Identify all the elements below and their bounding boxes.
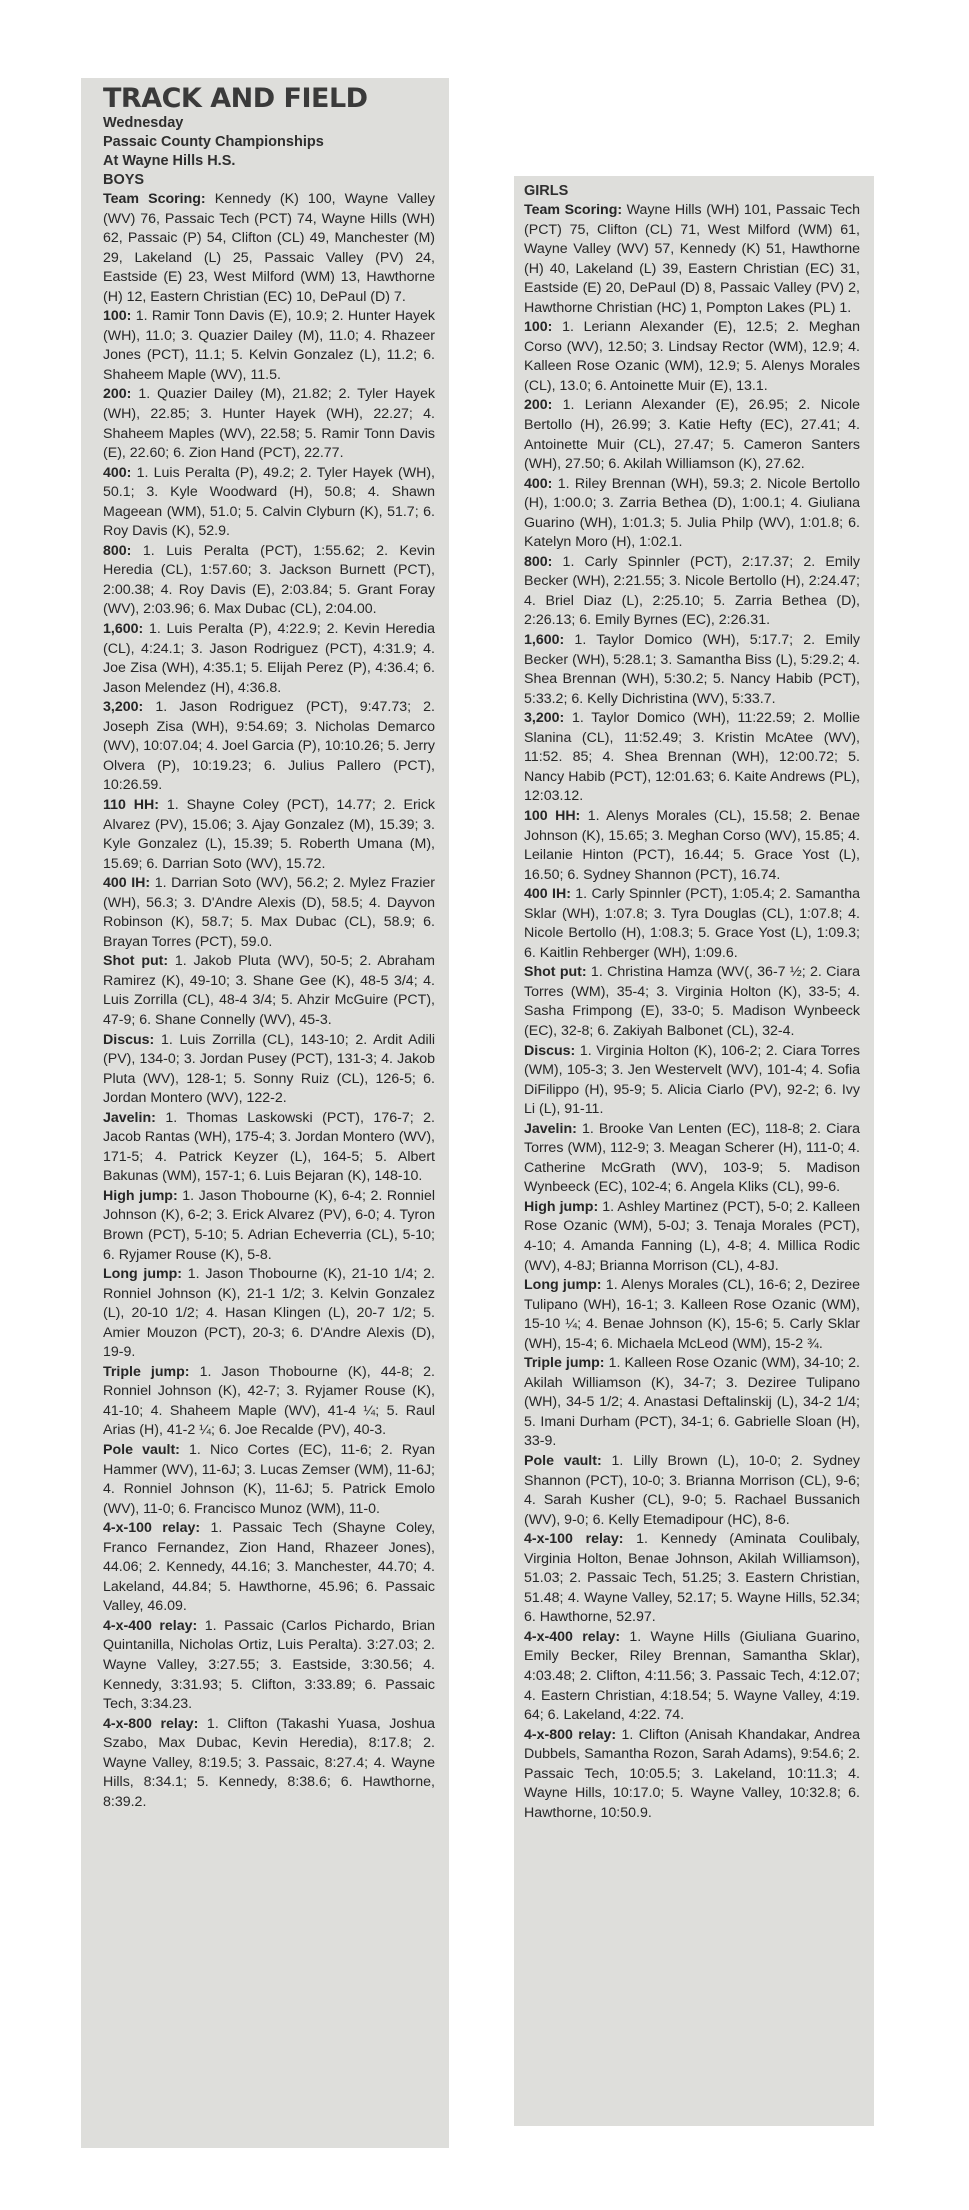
result-entry xyxy=(103,190,435,307)
result-entry xyxy=(103,542,435,620)
event-results: 1. Alenys Morales (CL), 15.58; 2. Benae Johnson (K), 15.65; 3. Meghan Corso (WV), 15.85; 4. Leilanie Hinton (PCT), 16.44; 5. Grace Yost (L), 16.50; 6. Sydney Shannon (PCT), 16.74. xyxy=(524,807,860,883)
girls-results-list xyxy=(524,201,860,1823)
result-entry xyxy=(524,1276,860,1354)
event-name: 4-x-400 relay: xyxy=(103,1617,198,1634)
event-name: 400 IH: xyxy=(524,886,571,903)
result-entry xyxy=(103,1363,435,1441)
event-results: 1. Clifton (Takashi Yuasa, Joshua Szabo, Max Dubac, Kevin Heredia), 8:17.8; 2. Wayne Valley, 8:19.5; 3. Passaic, 8:27.4; 4. Wayne Hills, 8:34.1; 5. Kennedy, 8:38.6; 6. Hawthorne, 8:39.2. xyxy=(103,1715,435,1810)
event-results: 1. Luis Peralta (P), 49.2; 2. Tyler Hayek (WH), 50.1; 3. Kyle Woodward (H), 50.8; 4. Shawn Mageean (WM), 51.0; 5. Calvin Clyburn (K), 51.7; 6. Roy Davis (K), 52.9. xyxy=(103,464,435,540)
event-name: 4-x-400 relay: xyxy=(524,1628,621,1645)
result-entry xyxy=(103,952,435,1030)
event-name: 1,600: xyxy=(103,621,144,638)
event-results: 1. Passaic Tech (Shayne Coley, Franco Fernandez, Zion Hand, Rhazeer Jones), 44.06; 2. Kennedy, 44.16; 3. Manchester, 44.70; 4. Lakeland, 44.84; 5. Hawthorne, 45.96; 6. Passaic Valley, 46.09. xyxy=(103,1520,436,1615)
result-entry xyxy=(524,1354,860,1452)
event-name: High jump: xyxy=(524,1198,599,1215)
meet-day: Wednesday xyxy=(103,115,184,131)
result-entry xyxy=(524,396,860,474)
event-name: 200: xyxy=(524,397,553,414)
event-name: 400: xyxy=(524,475,553,492)
boys-label: BOYS xyxy=(103,172,145,188)
result-entry xyxy=(524,885,860,963)
event-results: 1. Darrian Soto (WV), 56.2; 2. Mylez Frazier (WH), 56.3; 3. D'Andre Alexis (D), 58.5; 4. Dayvon Robinson (K), 58.7; 5. Max Dubac (CL), 58.9; 6. Brayan Torres (PCT), 59.0. xyxy=(103,875,435,950)
event-results: 1. Clifton (Anisah Khandakar, Andrea Dubbels, Samantha Rozon, Sarah Adams), 9:54.6; 2. Passaic Tech, 10:05.5; 3. Lakeland, 10:11.3; 4. Wayne Hills, 10:17.0; 5. Wayne Valley, 10:32.8; 6. Hawthorne, 10:50.9. xyxy=(524,1726,861,1821)
event-name: Triple jump: xyxy=(524,1355,605,1372)
meet-venue: At Wayne Hills H.S. xyxy=(103,153,236,169)
event-name: 4-x-100 relay: xyxy=(524,1531,624,1548)
event-results: 1. Passaic (Carlos Pichardo, Brian Quintanilla, Nicholas Ortiz, Luis Peralta). 3:27.03; 2. Wayne Valley, 3:27.55; 3. Eastside, 3:30.56; 4. Kennedy, 3:31.93; 5. Clifton, 3:33.89; 6. Passaic Tech, 3:34.23. xyxy=(103,1617,436,1713)
result-entry xyxy=(524,553,860,631)
event-results: 1. Jason Thobourne (K), 21-10 1/4; 2. Ronniel Johnson (K), 21-1 1/2; 3. Kelvin Gonzalez (L), 20-10 1/2; 4. Hasan Klingen (L), 20-7 1/2; 5. Amier Mouzon (PCT), 20-3; 6. D'Andre Alexis (D), 19-9. xyxy=(103,1266,435,1361)
event-name: Team Scoring: xyxy=(103,191,206,207)
event-results: 1. Leriann Alexander (E), 26.95; 2. Nicole Bertollo (H), 26.99; 3. Katie Hefty (EC), 27.41; 4. Antoinette Muir (CL), 27.47; 5. Cameron Santers (WH), 27.50; 6. Akilah Williamson (K), 27.62. xyxy=(524,397,860,473)
headline: TRACK AND FIELD xyxy=(103,83,368,114)
event-results: 1. Luis Zorrilla (CL), 143-10; 2. Ardit Adili (PV), 134-0; 3. Jordan Pusey (PCT), 131-3; 4. Jakob Pluta (WV), 128-1; 5. Sonny Ruiz (CL), 126-5; 6. Jordan Montero (WV), 122-2. xyxy=(103,1031,435,1107)
result-entry xyxy=(103,307,435,385)
event-name: Discus: xyxy=(103,1031,155,1048)
event-name: 4-x-800 relay: xyxy=(524,1726,617,1743)
event-results: 1. Shayne Coley (PCT), 14.77; 2. Erick Alvarez (PV), 15.06; 3. Ajay Gonzalez (M), 15.39; 3. Kyle Gonzalez (L), 15.39; 5. Roberth Umana (M), 15.69; 6. Darrian Soto (WV), 15.72. xyxy=(103,796,436,872)
event-name: Triple jump: xyxy=(103,1363,190,1380)
result-entry xyxy=(103,1617,435,1715)
result-entry xyxy=(524,709,860,807)
event-name: Pole vault: xyxy=(103,1442,180,1458)
event-results: 1. Luis Peralta (P), 4:22.9; 2. Kevin Heredia (CL), 4:24.1; 3. Jason Rodriguez (PCT), 4:31.9; 4. Joe Zisa (WH), 4:35.1; 5. Elijah Perez (P), 4:36.4; 6. Jason Melendez (H), 4:36.8. xyxy=(103,621,435,696)
event-name: 3,200: xyxy=(103,699,144,716)
event-results: 1. Leriann Alexander (E), 12.5; 2. Meghan Corso (WV), 12.50; 3. Lindsay Rector (WM), 12.9; 4. Kalleen Rose Ozanic (WM), 12.9; 5. Alenys Morales (CL), 13.0; 6. Antoinette Muir (E), 13.1. xyxy=(524,319,860,394)
result-entry xyxy=(103,620,435,698)
result-entry xyxy=(103,1187,435,1265)
event-name: Long jump: xyxy=(103,1266,183,1283)
event-results: 1. Taylor Domico (WH), 5:17.7; 2. Emily Becker (WH), 5:28.1; 3. Samantha Biss (L), 5:29.2; 4. Shea Brennan (WH), 5:30.2; 5. Nancy Habib (PCT), 5:33.2; 6. Kelly Dichristina (WV), 5:33.7. xyxy=(524,632,860,707)
event-results: 1. Christina Hamza (WV(, 36-7 ½; 2. Ciara Torres (WM), 35-4; 3. Virginia Holton (K), 33-5; 4. Sasha Frimpong (E), 33-0; 5. Madison Wynbeeck (EC), 32-8; 6. Zakiyah Balbonet (CL), 32-4. xyxy=(524,964,861,1039)
event-results: 1. Jason Thobourne (K), 6-4; 2. Ronniel Johnson (K), 6-2; 3. Erick Alvarez (PV), 6-0; 4. Tyron Brown (PCT), 5-10; 5. Adrian Echeverria (CL), 5-10; 6. Ryjamer Rouse (K), 5-8. xyxy=(103,1187,435,1263)
event-results: 1. Quazier Dailey (M), 21.82; 2. Tyler Hayek (WH), 22.85; 3. Hunter Hayek (WH), 22.27; 4. Shaheem Maples (WV), 22.58; 5. Ramir Tonn Davis (E), 22.60; 6. Zion Hand (PCT), 22.77. xyxy=(103,386,435,462)
event-name: Javelin: xyxy=(103,1109,156,1126)
event-name: 800: xyxy=(524,553,553,570)
event-name: 100: xyxy=(524,319,553,336)
event-results: 1. Jason Rodriguez (PCT), 9:47.73; 2. Joseph Zisa (WH), 9:54.69; 3. Nicholas Demarco (WV), 10:07.04; 4. Joel Garcia (P), 10:10.26; 5. Jerry Olvera (P), 10:19.23; 6. Julius Pallero (PCT), 10:26.59. xyxy=(103,699,435,794)
event-name: Shot put: xyxy=(524,964,587,981)
result-entry xyxy=(103,874,435,952)
result-entry xyxy=(103,1265,435,1363)
result-entry xyxy=(103,1031,435,1109)
event-results: 1. Jakob Pluta (WV), 50-5; 2. Abraham Ramirez (K), 49-10; 3. Shane Gee (K), 48-5 3/4; 4. Luis Zorrilla (CL), 48-4 3/4; 5. Ahzir McGuire (PCT), 47-9; 6. Shane Connelly (WV), 45-3. xyxy=(103,953,435,1028)
result-entry xyxy=(524,318,860,396)
event-results: 1. Jason Thobourne (K), 44-8; 2. Ronniel Johnson (K), 42-7; 3. Ryjamer Rouse (K), 41-10; 4. Shaheem Maple (WV), 41-4 ¼; 5. Raul Arias (H), 41-2 ¼; 6. Joe Recalde (PV), 40-3. xyxy=(103,1363,435,1439)
event-name: 400 IH: xyxy=(103,875,151,892)
event-results: 1. Carly Spinnler (PCT), 1:05.4; 2. Samantha Sklar (WH), 1:07.8; 3. Tyra Douglas (CL), 1:07.8; 4. Nicole Bertollo (H), 1:08.3; 5. Grace Yost (L), 1:09.3; 6. Kaitlin Rehberger (WH), 1:09.6. xyxy=(524,886,860,961)
result-entry xyxy=(103,1519,435,1617)
result-entry xyxy=(103,698,435,796)
event-results: 1. Riley Brennan (WH), 59.3; 2. Nicole Bertollo (H), 1:00.0; 3. Zarria Bethea (D), 1:00.1; 4. Giuliana Guarino (WH), 1:01.3; 5. Julia Philp (WV), 1:01.8; 6. Katelyn Moro (H), 1:02.1. xyxy=(524,475,860,551)
event-name: Team Scoring: xyxy=(524,202,623,218)
event-name: 3,200: xyxy=(524,710,565,727)
result-entry xyxy=(524,1452,860,1530)
event-name: 4-x-100 relay: xyxy=(103,1520,201,1537)
event-name: Long jump: xyxy=(524,1277,602,1294)
event-name: 1,600: xyxy=(524,632,565,649)
result-entry xyxy=(103,1109,435,1187)
meet-name: Passaic County Championships xyxy=(103,134,324,150)
event-results: 1. Ramir Tonn Davis (E), 10.9; 2. Hunter Hayek (WH), 11.0; 3. Quazier Dailey (M), 11.0; 4. Rhazeer Jones (PCT), 11.1; 5. Kelvin Gonzalez (L), 11.2; 6. Shaheem Maple (WV), 11.5. xyxy=(103,308,435,383)
event-name: High jump: xyxy=(103,1187,178,1204)
event-results: 1. Wayne Hills (Giuliana Guarino, Emily Becker, Riley Brennan, Samantha Sklar), 4:03.48; 2. Clifton, 4:11.56; 3. Passaic Tech, 4:12.07; 4. Eastern Christian, 4:18.54; 5. Wayne Valley, 4:19. 64; 6. Lakeland, 4:22. 74. xyxy=(524,1628,860,1724)
boys-results-column xyxy=(81,78,449,2148)
event-results: 1. Lilly Brown (L), 10-0; 2. Sydney Shannon (PCT), 10-0; 3. Brianna Morrison (CL), 9-6; 4. Sarah Kusher (CL), 9-0; 5. Rachael Bussanich (WV), 9-0; 6. Kelly Etemadipour (HC), 8-6. xyxy=(524,1453,860,1528)
result-entry xyxy=(524,1628,860,1726)
result-entry xyxy=(524,1530,860,1628)
event-name: 400: xyxy=(103,464,132,481)
event-results: Kennedy (K) 100, Wayne Valley (WV) 76, Passaic Tech (PCT) 74, Wayne Hills (WH) 62, Passaic (P) 54, Clifton (CL) 49, Manchester (M) 29, Lakeland (L) 25, Passaic Valley (PV) 24, Eastside (E) 23, West Milford (WM) 13, Hawthorne (H) 12, Eastern Christian (EC) 10, DePaul (D) 7. xyxy=(103,191,435,305)
event-results: 1. Carly Spinnler (PCT), 2:17.37; 2. Emily Becker (WH), 2:21.55; 3. Nicole Bertollo (H), 2:24.47; 4. Briel Diaz (L), 2:25.10; 5. Zarria Bethea (D), 2:26.13; 6. Emily Byrnes (EC), 2:26.31. xyxy=(524,553,860,629)
result-entry xyxy=(103,1715,435,1813)
result-entry xyxy=(524,201,860,318)
result-entry xyxy=(524,1120,860,1198)
result-entry xyxy=(524,475,860,553)
girls-label: GIRLS xyxy=(524,183,569,199)
event-name: 100 HH: xyxy=(524,807,581,824)
event-results: 1. Taylor Domico (WH), 11:22.59; 2. Mollie Slanina (CL), 11:52.49; 3. Kristin McAtee (WV), 11:52. 85; 4. Shea Brennan (WH), 12:00.72; 5. Nancy Habib (PCT), 12:01.63; 6. Kaite Andrews (PL), 12:03.12. xyxy=(524,710,860,805)
event-results: 1. Luis Peralta (PCT), 1:55.62; 2. Kevin Heredia (CL), 1:57.60; 3. Jackson Burnett (PCT), 2:00.38; 4. Roy Davis (E), 2:03.84; 5. Grant Foray (WV), 2:03.96; 6. Max Dubac (CL), 2:04.00. xyxy=(103,542,435,618)
result-entry xyxy=(103,796,435,874)
event-results: 1. Brooke Van Lenten (EC), 118-8; 2. Ciara Torres (WM), 112-9; 3. Meagan Scherer (H), 111-0; 4. Catherine McGrath (WV), 103-9; 5. Madison Wynbeeck (EC), 102-4; 6. Angela Kliks (CL), 99-6. xyxy=(524,1120,860,1196)
girls-results-column xyxy=(514,176,874,2126)
result-entry xyxy=(103,464,435,542)
event-name: Pole vault: xyxy=(524,1453,602,1469)
result-entry xyxy=(103,385,435,463)
event-results: 1. Nico Cortes (EC), 11-6; 2. Ryan Hammer (WV), 11-6J; 3. Lucas Zemser (WM), 11-6J; 4. Ronniel Johnson (K), 11-6J; 5. Patrick Emolo (WV), 11-0; 6. Francisco Munoz (WM), 11-0. xyxy=(103,1442,435,1517)
event-name: 100: xyxy=(103,308,132,325)
event-name: 800: xyxy=(103,542,132,559)
event-name: 4-x-800 relay: xyxy=(103,1715,199,1732)
result-entry xyxy=(524,631,860,709)
event-results: Wayne Hills (WH) 101, Passaic Tech (PCT) 75, Clifton (CL) 71, West Milford (WM) 61, Wayne Valley (WV) 57, Kennedy (K) 51, Hawthorne (H) 40, Lakeland (L) 39, Eastern Christian (EC) 31, Eastside (E) 20, DePaul (D) 8, Passaic Valley (PV) 2, Hawthorne Christian (HC) 1, Pompton Lakes (PL) 1. xyxy=(524,202,860,316)
event-results: 1. Ashley Martinez (PCT), 5-0; 2. Kalleen Rose Ozanic (WM), 5-0J; 3. Tenaja Morales (PCT), 4-10; 4. Amanda Fanning (L), 4-8; 4. Millica Rodic (WV), 4-8J; Brianna Morrison (CL), 4-8J. xyxy=(524,1198,861,1274)
event-results: 1. Kennedy (Aminata Coulibaly, Virginia Holton, Benae Johnson, Akilah Williamson), 51.03; 2. Passaic Tech, 51.25; 3. Eastern Christian, 51.48; 4. Wayne Valley, 52.17; 5. Wayne Hills, 52.34; 6. Hawthorne, 52.97. xyxy=(524,1531,860,1626)
result-entry xyxy=(524,963,860,1041)
event-results: 1. Thomas Laskowski (PCT), 176-7; 2. Jacob Rantas (WH), 175-4; 3. Jordan Montero (WV), 171-5; 4. Patrick Keyzer (L), 164-5; 5. Albert Bakunas (WM), 157-1; 6. Luis Bejaran (K), 148-10. xyxy=(103,1109,435,1185)
result-entry xyxy=(524,1726,860,1824)
event-name: 200: xyxy=(103,386,132,403)
event-name: 110 HH: xyxy=(103,796,159,813)
event-name: Discus: xyxy=(524,1042,576,1059)
event-results: 1. Virginia Holton (K), 106-2; 2. Ciara Torres (WM), 105-3; 3. Jen Westervelt (WV), 101-4; 4. Sofia DiFilippo (H), 95-9; 5. Alicia Ciarlo (PV), 92-2; 6. Ivy Li (L), 91-11. xyxy=(524,1042,860,1118)
result-entry xyxy=(524,1042,860,1120)
boys-results-list xyxy=(103,190,435,1812)
event-results: 1. Alenys Morales (CL), 16-6; 2, Deziree Tulipano (WH), 16-1; 3. Kalleen Rose Ozanic (WM), 15-10 ¼; 4. Benae Johnson (K), 15-6; 5. Carly Sklar (WH), 15-4; 6. Michaela McLeod (WM), 15-2 ¾. xyxy=(524,1277,860,1352)
event-results: 1. Kalleen Rose Ozanic (WM), 34-10; 2. Akilah Williamson (K), 34-7; 3. Deziree Tulipano (WH), 34-5 1/2; 4. Anastasi Deftalinskij (L), 34-2 1/4; 5. Imani Durham (PCT), 34-1; 6. Gabrielle Sloan (H), 33-9. xyxy=(524,1355,860,1450)
event-name: Shot put: xyxy=(103,953,169,970)
event-name: Javelin: xyxy=(524,1120,577,1137)
result-entry xyxy=(524,1198,860,1276)
result-entry xyxy=(103,1441,435,1519)
result-entry xyxy=(524,807,860,885)
